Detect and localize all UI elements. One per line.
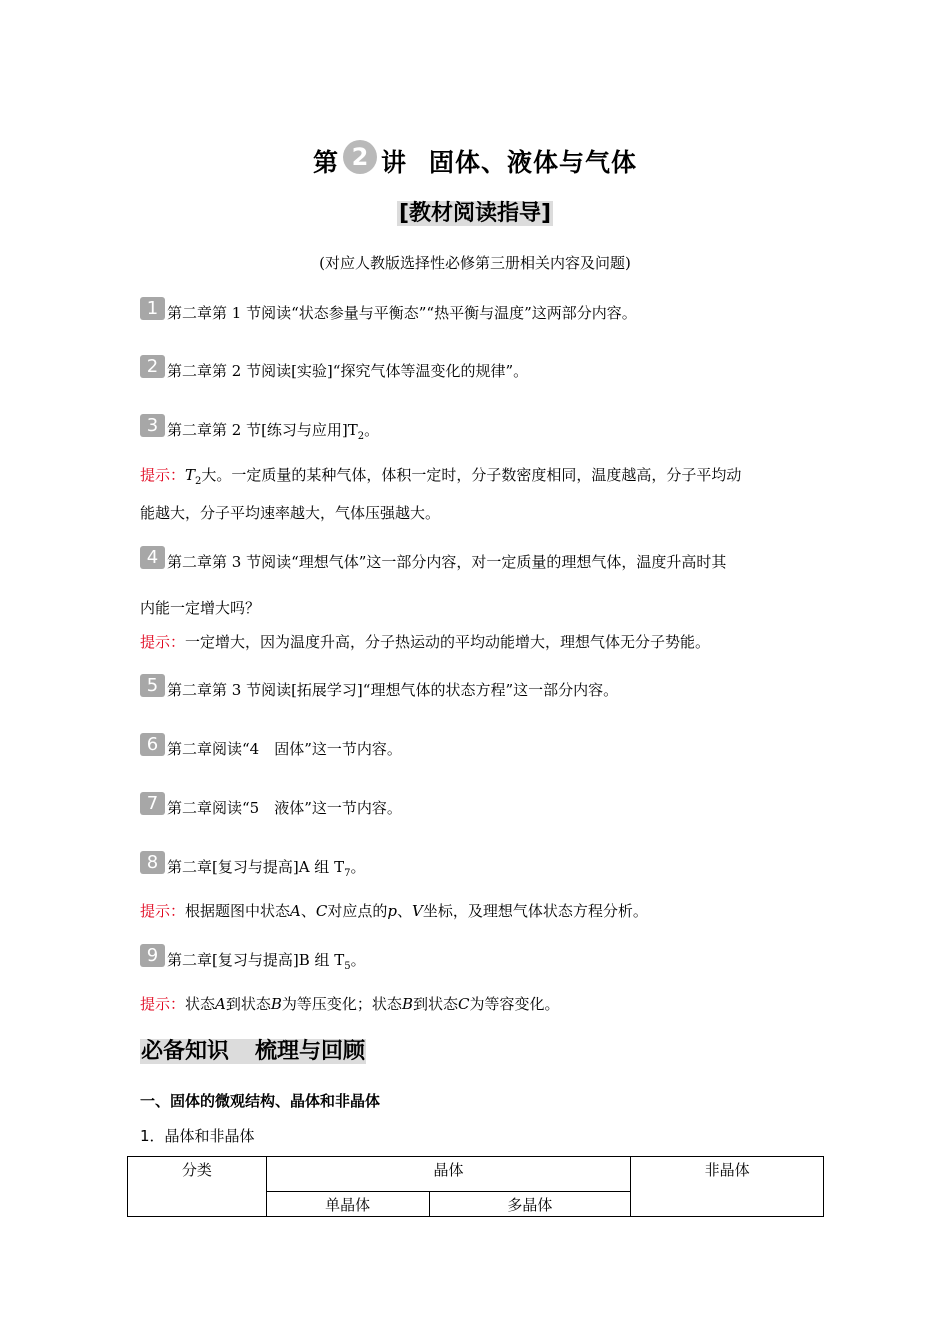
item-text: 第二章[复习与提高]B 组 T [167, 951, 345, 969]
hint-text: 为等压变化；状态 [281, 995, 402, 1013]
hint-text: 根据题图中状态 [185, 902, 291, 920]
section-title-b: 梳理与回顾 [255, 1039, 366, 1064]
table-header-single-crystal: 单晶体 [266, 1192, 429, 1217]
item-text: 第二章阅读“4 固体”这一节内容。 [167, 740, 402, 758]
hint-text: 到状态 [412, 995, 458, 1013]
item-number-badge: 7 [140, 792, 165, 815]
item-text-end: 。 [364, 421, 380, 439]
reading-item-7 [140, 792, 402, 818]
hint-var-C: C [315, 902, 328, 920]
hint-label: 提示： [140, 633, 186, 651]
hint-subscript: 2 [195, 476, 202, 487]
hint-text: 到状态 [225, 995, 271, 1013]
hint-text: 一定增大，因为温度升高，分子热运动的平均动能增大，理想气体无分子势能。 [185, 633, 711, 651]
item-text: 第二章阅读“5 液体”这一节内容。 [167, 799, 402, 817]
title-prefix: 第 [312, 148, 339, 177]
item-text: 第二章第 1 节阅读“状态参量与平衡态”“热平衡与温度”这两部分内容。 [167, 304, 637, 322]
reading-item-6 [140, 733, 402, 759]
page-title [0, 140, 950, 179]
table-header-polycrystal: 多晶体 [429, 1192, 631, 1217]
hint-var-A: A [290, 902, 301, 920]
item-text-end: 。 [350, 858, 366, 876]
reading-item-4-line-2: 内能一定增大吗？ [140, 599, 261, 617]
reading-item-8 [140, 851, 365, 879]
section-subtitle [0, 196, 950, 227]
subsection-heading: 一、固体的微观结构、晶体和非晶体 [140, 1092, 381, 1110]
hint-text: 状态 [185, 995, 216, 1013]
section-title-a: 必备知识 [141, 1039, 230, 1064]
hint-3-line-1 [140, 464, 741, 487]
hint-var-B: B [401, 995, 413, 1013]
item-number-badge: 1 [140, 297, 165, 320]
item-subscript: 2 [357, 431, 365, 442]
item-number-badge: 2 [140, 355, 165, 378]
item-subscript: 5 [344, 961, 351, 972]
hint-label: 提示： [140, 902, 186, 920]
title-mid: 讲 [380, 148, 407, 177]
crystal-classification-table [127, 1156, 824, 1217]
item-text-end: 。 [350, 951, 366, 969]
item-number-badge: 8 [140, 851, 165, 874]
item-subscript: 7 [344, 868, 351, 879]
lecture-number-badge: 2 [343, 140, 377, 174]
hint-var-C: C [457, 995, 470, 1013]
reading-item-2 [140, 355, 528, 381]
hint-3-line-2: 能越大，分子平均速率越大，气体压强越大。 [140, 504, 441, 522]
source-note: (对应人教版选择性必修第三册相关内容及问题) [319, 254, 631, 272]
hint-text: 对应点的 [327, 902, 388, 920]
hint-var-B: B [270, 995, 282, 1013]
subsubsection-heading: 1．晶体和非晶体 [140, 1127, 255, 1145]
item-text: 第二章第 3 节阅读[拓展学习]“理想气体的状态方程”这一部分内容。 [167, 681, 619, 699]
reading-item-5 [140, 674, 618, 700]
title-main: 固体、液体与气体 [429, 148, 638, 177]
hint-var-T: T [185, 466, 196, 484]
reading-item-3 [140, 414, 379, 442]
table-header-amorphous: 非晶体 [631, 1157, 824, 1217]
hint-8 [140, 900, 648, 921]
hint-label: 提示： [140, 466, 186, 484]
hint-4 [140, 631, 710, 652]
table-header-crystal: 晶体 [266, 1157, 630, 1192]
hint-9 [140, 993, 559, 1014]
hint-text: 坐标，及理想气体状态方程分析。 [422, 902, 648, 920]
section-heading [140, 1034, 366, 1065]
item-text: 第二章[复习与提高]A 组 T [167, 858, 345, 876]
item-number-badge: 3 [140, 414, 165, 437]
hint-label: 提示： [140, 995, 186, 1013]
reading-item-1 [140, 297, 637, 323]
reading-item-4 [140, 546, 726, 572]
table-header-category: 分类 [128, 1157, 267, 1217]
item-text: 第二章第 2 节[练习与应用]T [167, 421, 358, 439]
hint-text: 为等容变化。 [469, 995, 560, 1013]
hint-text: 、 [300, 902, 316, 920]
hint-text: 、 [397, 902, 413, 920]
subtitle-text: [教材阅读指导] [398, 201, 552, 226]
item-number-badge: 9 [140, 944, 165, 967]
item-text: 第二章第 2 节阅读[实验]“探究气体等温变化的规律”。 [167, 362, 529, 380]
item-text: 第二章第 3 节阅读“理想气体”这一部分内容，对一定质量的理想气体，温度升高时其 [167, 553, 727, 571]
hint-var-A: A [215, 995, 226, 1013]
reading-item-9 [140, 944, 366, 972]
item-number-badge: 6 [140, 733, 165, 756]
hint-var-V: V [412, 902, 423, 920]
item-number-badge: 4 [140, 546, 165, 569]
hint-var-p: p [387, 902, 397, 920]
item-number-badge: 5 [140, 674, 165, 697]
hint-text: 大。一定质量的某种气体，体积一定时，分子数密度相同，温度越高，分子平均动 [201, 466, 742, 484]
